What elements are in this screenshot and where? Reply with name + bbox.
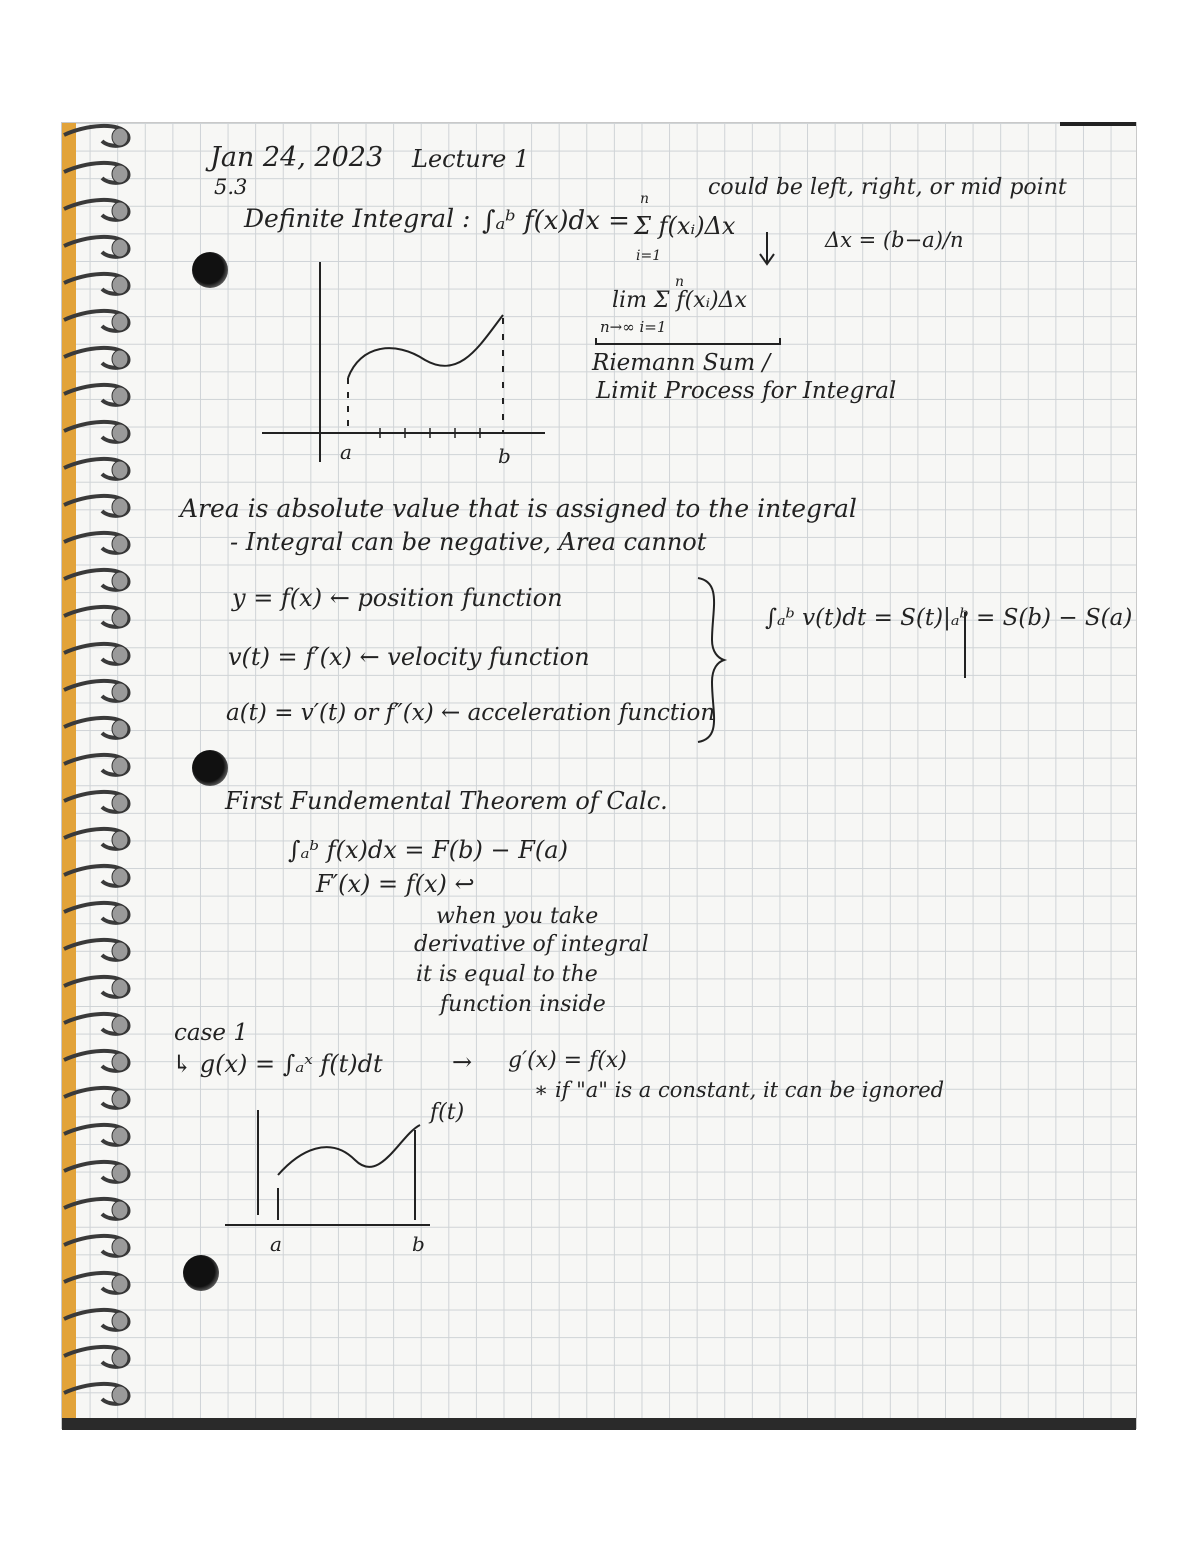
spiral-hole: [112, 905, 128, 923]
area-subpoint: - Integral can be negative, Area cannot: [230, 528, 707, 556]
graph-riemann: [262, 262, 545, 462]
date: Jan 24, 2023: [210, 142, 384, 173]
graph1-curve: [348, 315, 503, 378]
ftc-derivative: F′(x) = f(x) ↩: [316, 870, 475, 898]
ftc-note-line1: when you take: [436, 904, 599, 929]
endpoint-note: could be left, right, or mid point: [708, 175, 1067, 200]
spiral-hole: [112, 498, 128, 516]
spiral-hole: [112, 1238, 128, 1256]
case1-label: case 1: [174, 1020, 248, 1046]
graph1-label-a: a: [340, 440, 352, 464]
section-number: 5.3: [214, 175, 248, 199]
graph2-f-label: f(t): [430, 1100, 465, 1125]
area-bullet: Area is absolute value that is assigned to the integral: [180, 494, 857, 523]
spiral-hole: [112, 1090, 128, 1108]
spiral-hole: [112, 1275, 128, 1293]
sum-upper-limit: n: [640, 191, 650, 207]
spiral-hole: [112, 794, 128, 812]
spiral-hole: [112, 1349, 128, 1367]
ftc-formula: ∫ₐᵇ f(x)dx = F(b) − F(a): [288, 836, 568, 864]
limit-subscript: n→∞ i=1: [600, 318, 667, 336]
riemann-sum-label: Riemann Sum /: [592, 350, 771, 376]
definite-integral-label: Definite Integral :: [244, 204, 471, 233]
spiral-hole: [112, 868, 128, 886]
ftc-note-line4: function inside: [440, 992, 606, 1017]
spiral-hole: [112, 720, 128, 738]
spiral-hole: [112, 1016, 128, 1034]
spiral-hole: [112, 757, 128, 775]
spiral-hole: [112, 572, 128, 590]
spiral-hole: [112, 1312, 128, 1330]
position-function: y = f(x) ← position function: [232, 584, 563, 612]
ftc-title: First Fundemental Theorem of Calc.: [225, 787, 668, 815]
spiral-hole: [112, 1201, 128, 1219]
spiral-hole: [112, 128, 128, 146]
down-arrow: [760, 232, 774, 264]
graph2-curve: [278, 1125, 420, 1175]
spiral-hole: [112, 979, 128, 997]
case1-result: g′(x) = f(x): [508, 1048, 627, 1073]
graph1-label-b: b: [498, 444, 511, 468]
case1-g-definition: ↳ g(x) = ∫ₐˣ f(t)dt: [172, 1050, 383, 1078]
limit-sum: lim Σ f(xᵢ)Δx: [612, 288, 747, 313]
spiral-hole: [112, 1164, 128, 1182]
spiral-hole: [112, 387, 128, 405]
spiral-hole: [112, 1386, 128, 1404]
case1-note: ∗ if "a" is a constant, it can be ignored: [534, 1078, 945, 1102]
spiral-hole: [112, 609, 128, 627]
acceleration-function: a(t) = v′(t) or f″(x) ← acceleration function: [226, 700, 716, 726]
velocity-function: v(t) = f′(x) ← velocity function: [228, 643, 590, 671]
limit-underline: [596, 338, 780, 344]
spiral-hole: [112, 646, 128, 664]
spiral-binding: [64, 126, 128, 1404]
lecture-number: Lecture 1: [412, 145, 530, 173]
spiral-hole: [112, 683, 128, 701]
spiral-hole: [112, 313, 128, 331]
spiral-hole: [112, 239, 128, 257]
riemann-sum: Σ f(xᵢ)Δx: [634, 212, 736, 240]
spiral-hole: [112, 1127, 128, 1145]
graph-case1: [225, 1110, 430, 1225]
spiral-hole: [112, 535, 128, 553]
velocity-integral: ∫ₐᵇ v(t)dt = S(t)|ₐᵇ = S(b) − S(a): [765, 605, 1133, 631]
limit-process-label: Limit Process for Integral: [596, 378, 897, 404]
spiral-hole: [112, 942, 128, 960]
spiral-hole: [112, 276, 128, 294]
spiral-hole: [112, 165, 128, 183]
definite-integral-formula: ∫ₐᵇ f(x)dx =: [482, 206, 630, 236]
limit-sum-upper: n: [675, 274, 685, 290]
spiral-hole: [112, 1053, 128, 1071]
sum-lower-limit: i=1: [636, 248, 662, 264]
ftc-note-line3: it is equal to the: [416, 962, 598, 987]
spiral-hole: [112, 461, 128, 479]
spiral-hole: [112, 350, 128, 368]
graph2-label-a: a: [270, 1232, 282, 1256]
ftc-note-line2: derivative of integral: [414, 932, 649, 957]
graph2-label-b: b: [412, 1232, 425, 1256]
spiral-hole: [112, 831, 128, 849]
spiral-hole: [112, 202, 128, 220]
delta-x-formula: Δx = (b−a)/n: [825, 228, 964, 252]
spiral-hole: [112, 424, 128, 442]
case1-arrow: →: [452, 1048, 473, 1076]
